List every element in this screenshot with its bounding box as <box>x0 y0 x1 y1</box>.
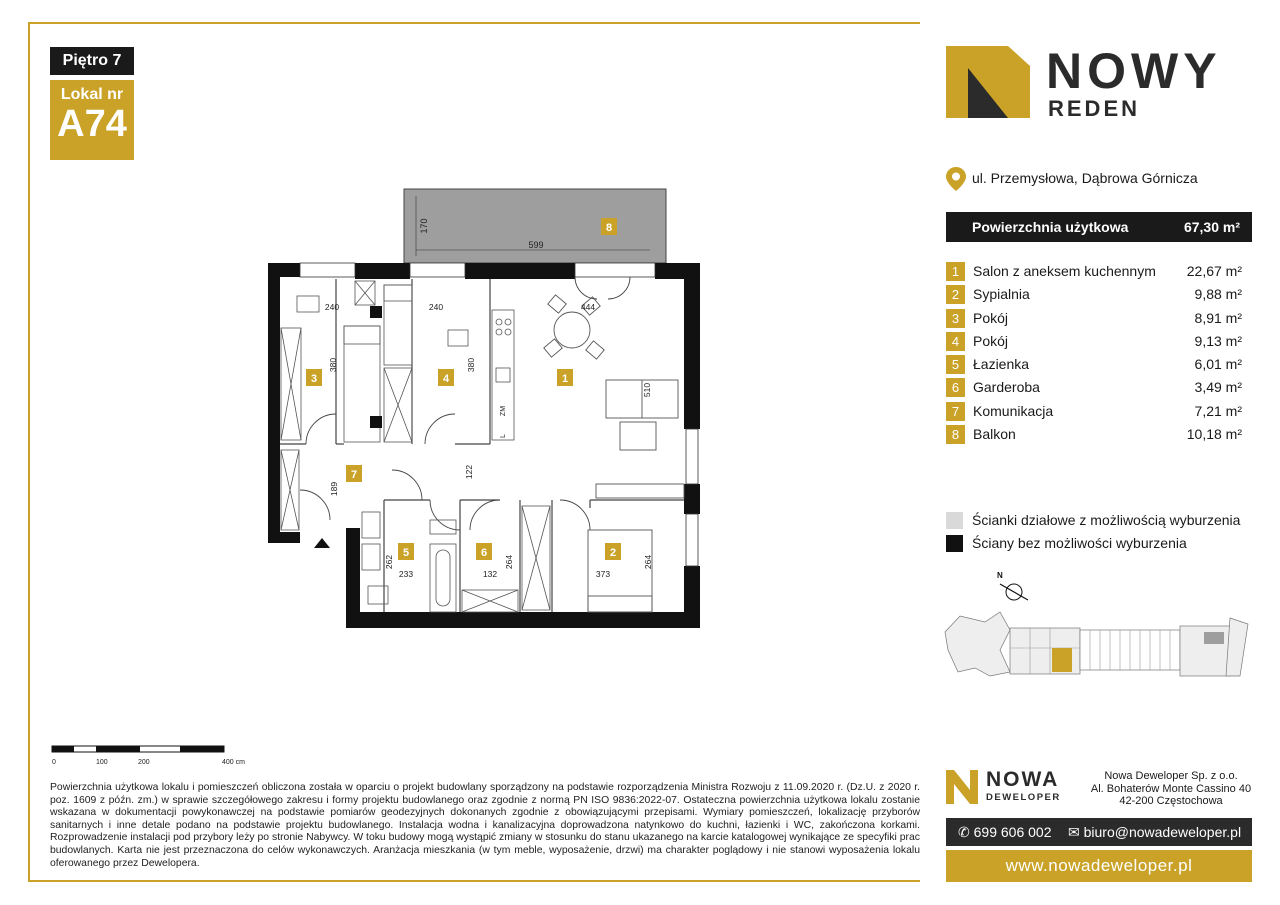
dim-hall-w: 122 <box>464 464 474 480</box>
room-number: 1 <box>946 262 965 281</box>
developer-company: Nowa Deweloper Sp. z o.o. <box>1104 770 1238 782</box>
phone-icon: ✆ <box>958 824 974 840</box>
kitchen-mark-zm: ZM <box>500 405 507 417</box>
list-item <box>946 377 1242 400</box>
room-area: 9,88 m² <box>1194 286 1242 303</box>
dim-r3-h: 380 <box>328 357 338 373</box>
legend-dark-label: Ściany bez możliwości wyburzenia <box>972 535 1187 551</box>
dim-r2-h: 264 <box>643 554 653 570</box>
list-item <box>946 401 1242 424</box>
room-name: Salon z aneksem kuchennym <box>973 263 1156 279</box>
developer-street: Al. Bohaterów Monte Cassino 40 <box>1090 782 1252 795</box>
room-marker-1-label: 1 <box>561 373 569 385</box>
legend-swatch-light <box>946 512 963 529</box>
room-marker-6-label: 6 <box>480 547 488 559</box>
bathroom-fixtures <box>362 512 456 612</box>
dim-r5-w: 233 <box>398 569 414 579</box>
contact-bar <box>946 818 1252 846</box>
brand-name-line2: REDEN <box>1048 96 1141 121</box>
developer-logo <box>946 770 1076 806</box>
kitchen-mark-l: L <box>500 434 507 438</box>
dim-r5-h: 262 <box>384 554 394 570</box>
scale-bar <box>50 744 250 768</box>
brand-logo <box>946 43 1246 126</box>
dim-balcony-width: 599 <box>528 240 544 250</box>
list-item <box>946 261 1242 284</box>
dim-r2-w: 373 <box>595 569 611 579</box>
room-area: 3,49 m² <box>1194 379 1242 396</box>
location-pin-icon <box>946 167 966 191</box>
legend-light-label: Ścianki działowe z możliwością wyburzenia <box>972 512 1241 528</box>
site-plan <box>940 570 1256 690</box>
room-number: 6 <box>946 378 965 397</box>
legend-dark-walls <box>946 533 1246 553</box>
room-area: 7,21 m² <box>1194 402 1242 419</box>
website-link[interactable]: www.nowadeweloper.pl <box>946 850 1252 882</box>
dim-r1-h: 510 <box>642 382 652 398</box>
developer-city: 42-200 Częstochowa <box>1119 795 1223 807</box>
unit-number: A74 <box>57 103 127 145</box>
dim-r6-w: 132 <box>482 569 498 579</box>
dim-balcony-height: 170 <box>419 218 429 234</box>
site-buildings <box>945 612 1248 676</box>
room-marker-2-label: 2 <box>609 547 617 559</box>
developer-logo-line2: DEWELOPER <box>986 792 1061 803</box>
frame-left-line <box>28 22 30 882</box>
brand-logo-icon <box>946 46 1030 118</box>
room-number: 7 <box>946 402 965 421</box>
room-number: 5 <box>946 355 965 374</box>
room-area: 10,18 m² <box>1186 426 1242 443</box>
scale-tick-100: 100 <box>96 759 108 766</box>
list-item <box>946 331 1242 354</box>
legend-light-walls <box>946 510 1246 530</box>
room4-furniture <box>384 285 468 442</box>
living-furniture <box>544 295 684 498</box>
door-swings <box>300 277 630 530</box>
disclaimer-note: Powierzchnia użytkowa lokalu i pomieszczeń obliczona została w oparciu o projekt budowlany sporządzony na podstawie rozporządzenia Ministra Rozwoju z 11.09.2020 r. (Dz.U. z 2020 r. poz. 1609 z późn. zm.) w sprawie szczegółowego zakresu i formy projektu budowlanego oraz zgodnie z normą PN ISO 9836:2022-07. Ostateczna powierzchnia użytkowa lokalu zostanie wskazana w dokumentacji powykonawczej na podstawie pomiarów geodezyjnych dokonanych zgodnie z obowiązującymi przepisami. Wymiary pomieszczeń, lokalizację przyborów sanitarnych i inne detale podano na podstawie projektu budowlanego. Instalacja wodna i kanalizacyjna doprowadzona natynkowo do kuchni, łazienki i WC, zakończona korkami. Rozprowadzenie instalacji pod przybory leży po stronie Nabywcy. W toku budowy mogą wystąpić zmiany w stosunku do stanu ukazanego na karcie katalogowej wynikające ze specyfiki prac budowlanych. Karta nie jest przeznaczona do celów wykonawczych. Aranżacja mieszkania (w tym meble, wyposażenie, drzwi) ma charakter poglądowy i nie stanowi wyposażenia lokalu oferowanego przez Dewelopera. <box>50 782 920 869</box>
kitchen-counter <box>492 310 514 440</box>
room-number: 4 <box>946 332 965 351</box>
room-number: 2 <box>946 285 965 304</box>
room-area: 9,13 m² <box>1194 332 1242 349</box>
dim-r6-h: 264 <box>504 554 514 570</box>
entrance-arrow <box>314 538 330 548</box>
balcony-area <box>404 189 666 263</box>
partition-walls <box>280 279 684 612</box>
unit-label: Lokal nr <box>60 86 124 103</box>
developer-address <box>1090 770 1252 808</box>
scale-tick-400: 400 cm <box>222 759 245 766</box>
column-mark <box>370 416 382 428</box>
column-mark <box>370 306 382 318</box>
frame-top-line <box>28 22 920 24</box>
frame-bottom-line <box>28 880 920 882</box>
room-name: Pokój <box>973 309 1009 326</box>
dim-r4-w: 240 <box>428 302 444 312</box>
room-list <box>946 261 1242 447</box>
legend-swatch-dark <box>946 535 963 552</box>
room-name: Sypialnia <box>973 286 1030 303</box>
address-text: ul. Przemysłowa, Dąbrowa Górnicza <box>972 170 1198 186</box>
brand-name-line1: NOWY <box>1046 43 1222 99</box>
room-area: 8,91 m² <box>1194 309 1242 326</box>
unit-location-highlight <box>1052 648 1072 672</box>
list-item <box>946 308 1242 331</box>
room-number: 8 <box>946 425 965 444</box>
total-area-label: Powierzchnia użytkowa <box>972 219 1129 235</box>
list-item <box>946 354 1242 377</box>
floor-plan <box>255 180 715 640</box>
dim-hall-h: 189 <box>329 481 339 497</box>
scale-tick-200: 200 <box>138 759 150 766</box>
room-marker-8-label: 8 <box>605 222 613 234</box>
developer-logo-line1: NOWA <box>986 768 1060 791</box>
room-marker-3-label: 3 <box>310 373 318 385</box>
email-address: biuro@nowadeweloper.pl <box>1083 824 1242 840</box>
room-name: Garderoba <box>973 379 1040 396</box>
list-item <box>946 424 1242 447</box>
dim-r1-w: 444 <box>580 302 596 312</box>
room-name: Pokój <box>973 332 1009 349</box>
room-name: Balkon <box>973 426 1016 443</box>
unit-badge <box>50 80 134 160</box>
room-marker-7-label: 7 <box>350 469 358 481</box>
envelope-icon: ✉ <box>1068 824 1084 840</box>
list-item <box>946 284 1242 307</box>
address <box>946 166 1198 190</box>
hall-fixtures <box>281 450 299 530</box>
room-area: 22,67 m² <box>1186 263 1242 279</box>
room-area: 6,01 m² <box>1194 356 1242 373</box>
room-name: Komunikacja <box>973 402 1054 419</box>
total-area-value: 67,30 m² <box>1183 219 1240 235</box>
floor-badge: Piętro 7 <box>50 47 134 75</box>
dim-r4-h: 380 <box>466 357 476 373</box>
dim-r3-w: 240 <box>324 302 340 312</box>
room-name: Łazienka <box>973 356 1030 373</box>
compass-north-label: N <box>997 571 1003 580</box>
phone-contact[interactable] <box>958 818 1051 846</box>
phone-number: 699 606 002 <box>973 824 1052 840</box>
total-area-bar <box>946 212 1252 242</box>
windows <box>300 263 698 566</box>
room-marker-4-label: 4 <box>442 373 450 385</box>
scale-tick-0: 0 <box>52 759 56 766</box>
dimension-labels <box>325 302 653 579</box>
room-number: 3 <box>946 309 965 328</box>
room-marker-5-label: 5 <box>402 547 410 559</box>
email-contact[interactable] <box>1068 818 1241 846</box>
developer-logo-icon <box>946 770 978 804</box>
